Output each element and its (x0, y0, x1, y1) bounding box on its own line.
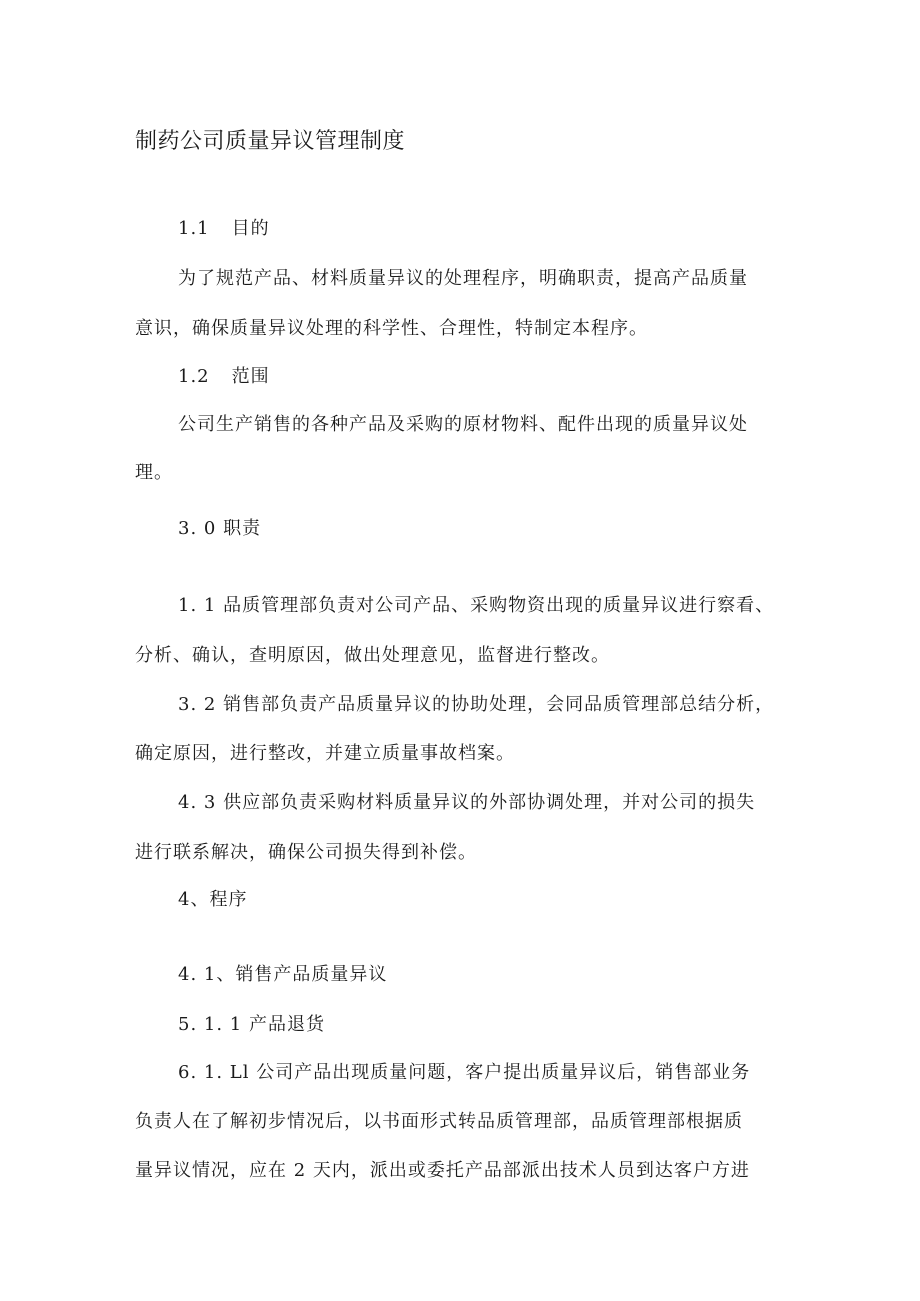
section-1-2-heading (178, 366, 270, 388)
duty-1-line-1: 1. 1 品质管理部负责对公司产品、采购物资出现的质量异议进行察看、 (178, 595, 775, 616)
procedure-6-line-1: 6. 1. Ll 公司产品出现质量问题，客户提出质量异议后，销售部业务 (178, 1062, 751, 1083)
duty-2-line-1: 3. 2 销售部负责产品质量异议的协助处理，会同品质管理部总结分析， (178, 694, 775, 715)
procedure-6-line-2: 负责人在了解初步情况后，以书面形式转品质管理部，品质管理部根据质 (135, 1111, 743, 1132)
scope-line-1: 公司生产销售的各种产品及采购的原材物料、配件出现的质量异议处 (178, 414, 748, 435)
section-label: 范围 (231, 366, 270, 387)
duty-1-line-2: 分析、确认，查明原因，做出处理意见，监督进行整改。 (135, 645, 610, 666)
section-number: 1.2 (178, 366, 210, 387)
section-1-1-heading (178, 218, 270, 240)
scope-line-2: 理。 (135, 462, 173, 483)
duty-2-line-2: 确定原因，进行整改，并建立质量事故档案。 (135, 743, 515, 764)
section-number: 1.1 (178, 218, 210, 239)
page-title: 制药公司质量异议管理制度 (135, 129, 406, 154)
section-4-heading: 4、程序 (178, 889, 248, 910)
purpose-line-1: 为了规范产品、材料质量异议的处理程序，明确职责，提高产品质量 (178, 268, 748, 289)
section-label: 目的 (231, 218, 270, 239)
duty-3-line-2: 进行联系解决，确保公司损失得到补偿。 (135, 842, 477, 863)
procedure-4-1: 4. 1、销售产品质量异议 (178, 964, 388, 985)
duty-3-line-1: 4. 3 供应部负责采购材料质量异议的外部协调处理，并对公司的损失 (178, 792, 756, 813)
procedure-5-1-1: 5. 1. 1 产品退货 (178, 1014, 325, 1035)
purpose-line-2: 意识，确保质量异议处理的科学性、合理性，特制定本程序。 (135, 318, 648, 339)
procedure-6-line-3: 量异议情况，应在 2 天内，派出或委托产品部派出技术人员到达客户方进 (135, 1160, 750, 1181)
section-3-0-heading: 3. 0 职责 (178, 518, 262, 539)
